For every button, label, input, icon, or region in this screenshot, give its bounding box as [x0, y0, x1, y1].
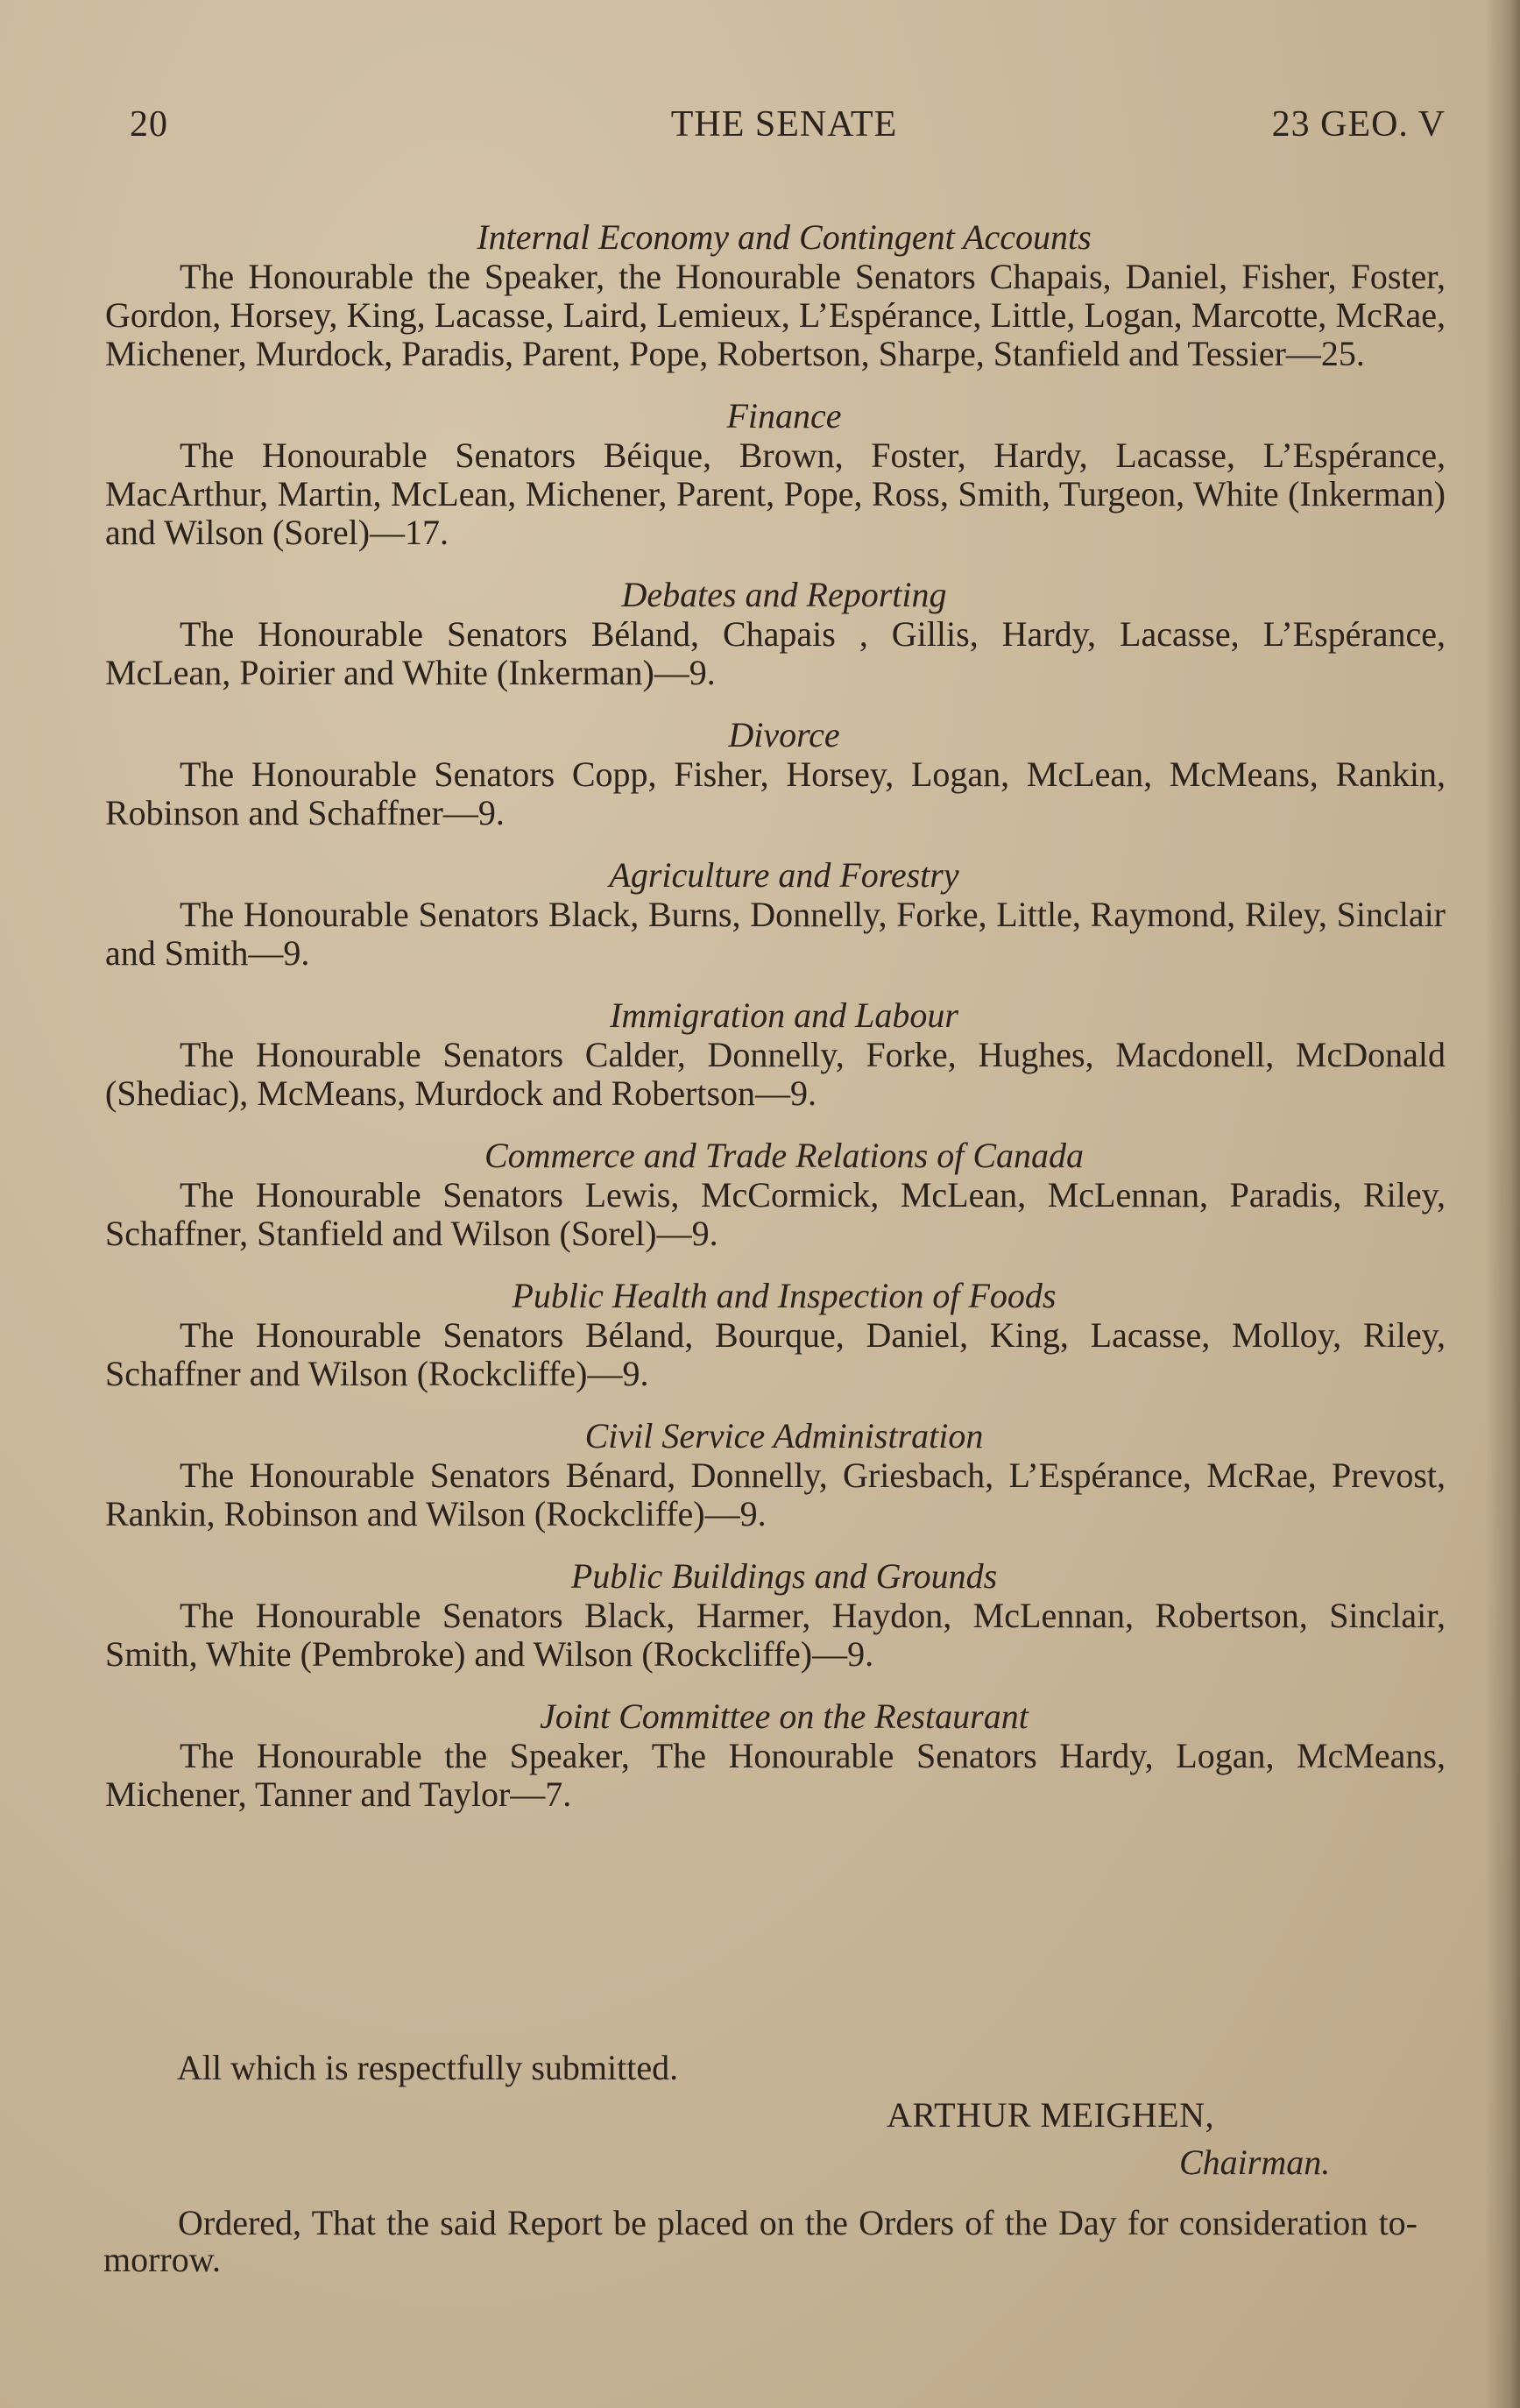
committee-section	[105, 855, 1446, 973]
committee-section	[105, 1416, 1446, 1533]
committee-section	[105, 217, 1446, 373]
committee-title: Internal Economy and Contingent Accounts	[477, 217, 1092, 257]
committee-title: Finance	[726, 396, 842, 436]
committee-title: Public Health and Inspection of Foods	[512, 1276, 1057, 1315]
committee-members: The Honourable Senators Black, Harmer, Haydon, McLennan, Robertson, Sinclair, Smith, White (Pembroke) and Wilson (Rockcliffe)—9.	[105, 1596, 1446, 1674]
committee-title: Immigration and Labour	[610, 995, 958, 1035]
committee-members: The Honourable the Speaker, the Honourable Senators Chapais, Daniel, Fisher, Foster, Gordon, Horsey, King, Lacasse, Laird, Lemieux, L’Espérance, Little, Logan, Marcotte, McRae, Michener, Murdock, Paradis, Parent, Pope, Robertson, Sharpe, Stanfield and Tessier—25.	[105, 257, 1446, 373]
committee-title: Divorce	[728, 715, 840, 754]
committee-title: Joint Committee on the Restaurant	[540, 1696, 1029, 1736]
committee-title: Commerce and Trade Relations of Canada	[484, 1136, 1085, 1175]
committee-list	[105, 217, 1446, 1814]
committee-members: The Honourable Senators Béland, Bourque, Daniel, King, Lacasse, Molloy, Riley, Schaffner and Wilson (Rockcliffe)—9.	[105, 1315, 1446, 1393]
committee-members: The Honourable Senators Copp, Fisher, Horsey, Logan, McLean, McMeans, Rankin, Robinson and Schaffner—9.	[105, 754, 1446, 832]
page-number: 20	[130, 104, 168, 145]
committee-members: The Honourable Senators Black, Burns, Donnelly, Forke, Little, Raymond, Riley, Sinclair and Smith—9.	[105, 895, 1446, 973]
committee-section	[105, 715, 1446, 832]
committee-title: Debates and Reporting	[621, 575, 947, 614]
committee-section	[105, 995, 1446, 1113]
committee-members: The Honourable Senators Béique, Brown, Foster, Hardy, Lacasse, L’Espérance, MacArthur, Martin, McLean, Michener, Parent, Pope, Ross, Smith, Turgeon, White (Inkerman) and Wilson (Sorel)—17.	[105, 436, 1446, 552]
committee-section	[105, 1556, 1446, 1674]
signature-name: ARTHUR MEIGHEN,	[887, 2095, 1214, 2135]
committee-section	[105, 1696, 1446, 1814]
committee-title: Public Buildings and Grounds	[570, 1556, 998, 1596]
regnal-year: 23 GEO. V	[1271, 104, 1446, 145]
committee-members: The Honourable Senators Bénard, Donnelly, Griesbach, L’Espérance, McRae, Prevost, Rankin, Robinson and Wilson (Rockcliffe)—9.	[105, 1455, 1446, 1533]
order-paragraph: Ordered, That the said Report be placed on the Orders of the Day for consideration to-morrow.	[103, 2203, 1417, 2279]
running-title: THE SENATE	[670, 104, 898, 145]
signature-title: Chairman.	[1179, 2142, 1331, 2182]
committee-section	[105, 1136, 1446, 1253]
page-edge-shadow	[1485, 0, 1520, 2408]
committee-members: The Honourable Senators Lewis, McCormick, McLean, McLennan, Paradis, Riley, Schaffner, Stanfield and Wilson (Sorel)—9.	[105, 1175, 1446, 1253]
committee-title: Civil Service Administration	[584, 1416, 984, 1455]
committee-section	[105, 396, 1446, 552]
committee-members: The Honourable Senators Calder, Donnelly, Forke, Hughes, Macdonell, McDonald (Shediac), McMeans, Murdock and Robertson—9.	[105, 1035, 1446, 1113]
committee-members: The Honourable Senators Béland, Chapais , Gillis, Hardy, Lacasse, L’Espérance, McLean, Poirier and White (Inkerman)—9.	[105, 614, 1446, 692]
committee-members: The Honourable the Speaker, The Honourable Senators Hardy, Logan, McMeans, Michener, Tanner and Taylor—7.	[105, 1736, 1446, 1814]
page-header	[123, 103, 1446, 156]
committee-title: Agriculture and Forestry	[609, 855, 959, 895]
closing-line: All which is respectfully submitted.	[177, 2048, 679, 2087]
committee-section	[105, 575, 1446, 692]
committee-section	[105, 1276, 1446, 1393]
